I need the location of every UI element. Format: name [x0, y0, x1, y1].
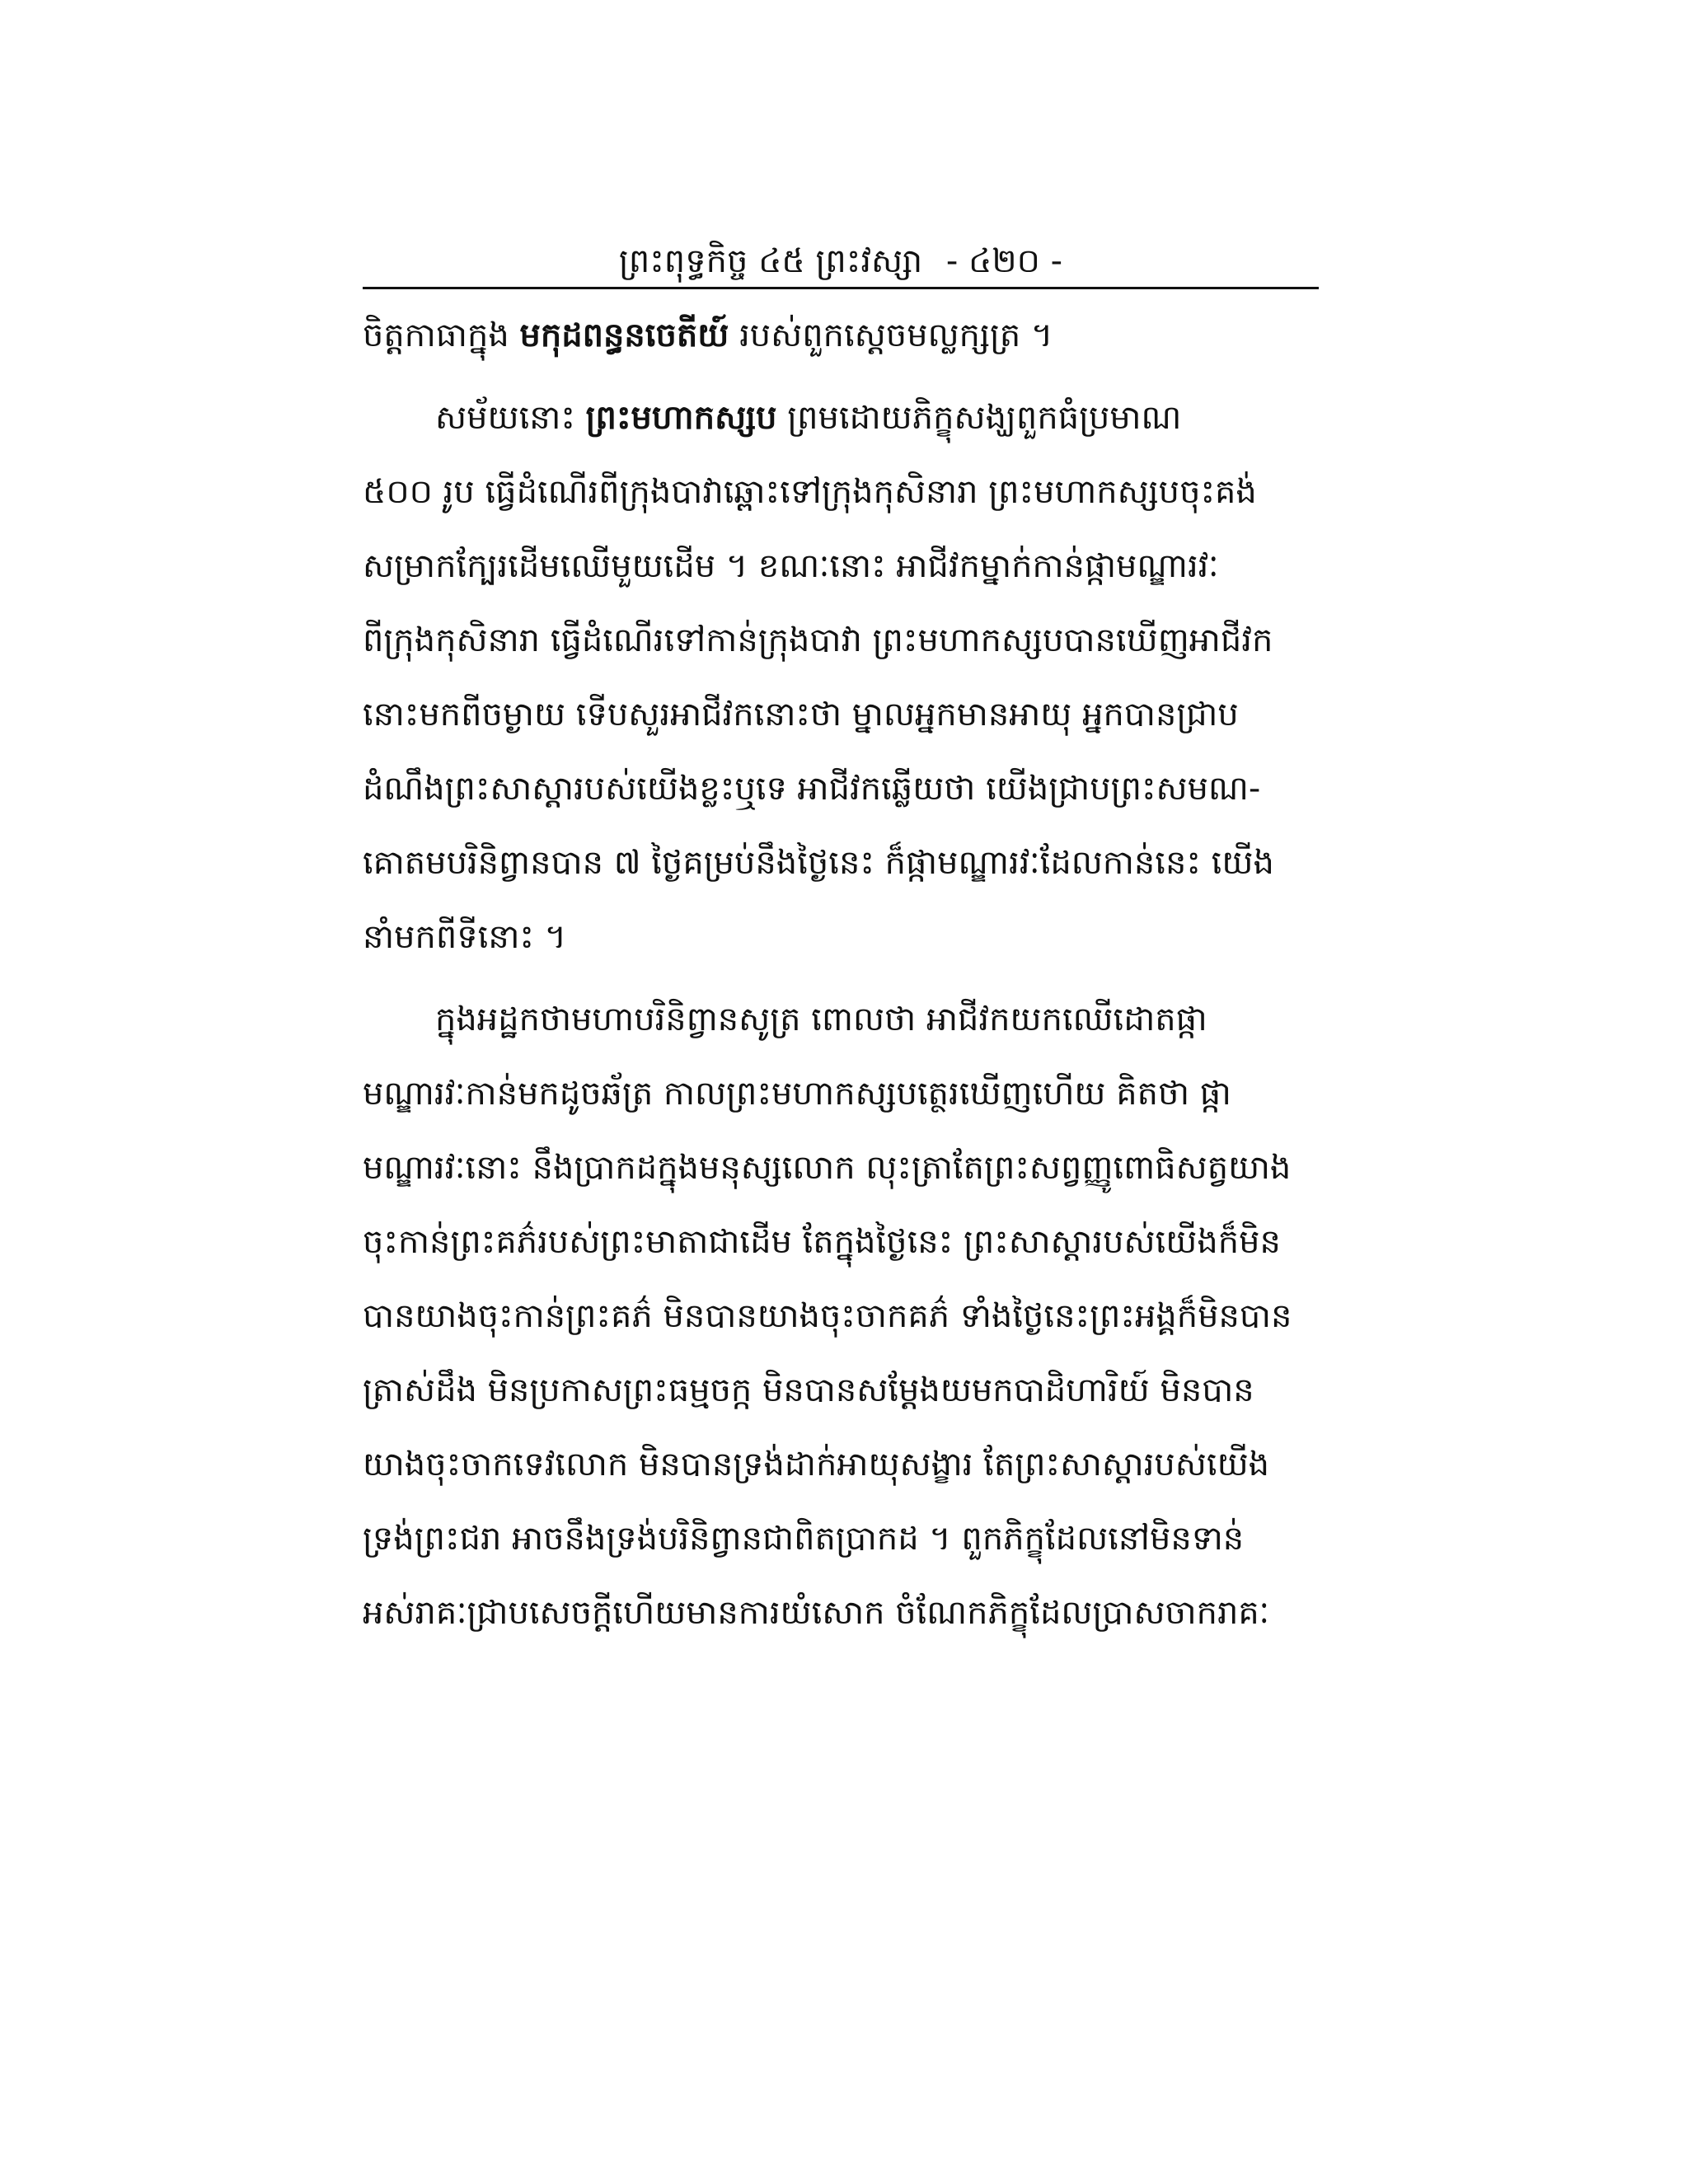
- bold-term: មកុដពន្ធនចេតីយ៍: [519, 316, 729, 354]
- text-line: បានយាងចុះកាន់ព្រះគភ៌ មិនបានយាងចុះចាកគភ៌ ទាំងថ្ងៃនេះព្រះអង្គក៏មិនបាន: [363, 1297, 1292, 1335]
- text-line: សម្រាកក្បែរដើមឈើមួយដើម ។ ខណៈនោះ អាជីវកម្នាក់កាន់ផ្កាមណ្ឌារវៈ: [363, 547, 1219, 585]
- text-line: នោះមកពីចម្ងាយ ទើបសួរអាជីវកនោះថា ម្នាលអ្នកមានអាយុ អ្នកបានជ្រាប: [363, 696, 1239, 733]
- header-rule: [363, 287, 1319, 289]
- text-line: ចិត្តកាធាក្នុង មកុដពន្ធនចេតីយ៍ របស់ពួកស្តេចមល្លក្សត្រ ។: [363, 316, 1053, 354]
- running-header: [363, 236, 1319, 287]
- text-line: សម័យនោះ ព្រះមហាកស្សប ព្រមដោយភិក្ខុសង្ឃពួកធំប្រមាណ: [435, 399, 1182, 437]
- text-line: ចុះកាន់ព្រះគភ៌របស់ព្រះមាតាជាដើម តែក្នុងថ្ងៃនេះ ព្រះសាស្តារបស់យើងក៏មិន: [363, 1223, 1281, 1261]
- text-line: មណ្ឌារវៈនោះ នឹងប្រាកដក្នុងមនុស្សលោក លុះត្រាតែព្រះសព្វញ្ញូពោធិសត្វយាង: [363, 1149, 1292, 1187]
- text-line: ក្នុងអដ្ឋកថាមហាបរិនិព្វានសូត្រ ពោលថា អាជីវកយកឈើដោតផ្កា: [435, 1001, 1207, 1038]
- text-line: មណ្ឌារវៈកាន់មកដូចឆ័ត្រ កាលព្រះមហាកស្សបត្ថេរឃើញហើយ គិតថា ផ្កា: [363, 1075, 1231, 1113]
- text-line: យាងចុះចាកទេវលោក មិនបានទ្រង់ដាក់អាយុសង្ខារ តែព្រះសាស្តារបស់យើង: [363, 1446, 1270, 1483]
- text-line: ទ្រង់ព្រះជរា អាចនឹងទ្រង់បរិនិព្វានជាពិតប្រាកដ ។ ពួកភិក្ខុដែលនៅមិនទាន់: [363, 1520, 1245, 1558]
- text-line: អស់រាគៈជ្រាបសេចក្តីហើយមានការយំសោក ចំណែកភិក្ខុដែលប្រាសចាករាគៈ: [363, 1594, 1270, 1632]
- header-title: ព្រះពុទ្ធកិច្ច ៤៥ ព្រះវស្សា: [618, 242, 923, 280]
- text-line: ពីក្រុងកុសិនារា ធ្វើដំណើរទៅកាន់ក្រុងបាវា ព្រះមហាកស្សបបានឃើញអាជីវក: [363, 621, 1273, 659]
- text-line: ត្រាស់ដឹង មិនប្រកាសព្រះធម្មចក្ក មិនបានសម្តែងយមកបាដិហារិយ៍ មិនបាន: [363, 1371, 1254, 1409]
- text-line: គោតមបរិនិព្វានបាន ៧ ថ្ងៃគម្រប់នឹងថ្ងៃនេះ ក៏ផ្កាមណ្ឌារវៈដែលកាន់នេះ យើង: [363, 844, 1274, 882]
- text-line: ៥០០ រូប ធ្វើដំណើរពីក្រុងបាវាឆ្ពោះទៅក្រុងកុសិនារា ព្រះមហាកស្សបចុះគង់: [363, 473, 1257, 511]
- page-number: - ៤២០ -: [945, 242, 1063, 280]
- text-line: ដំណឹងព្រះសាស្តារបស់យើងខ្លះឬទេ អាជីវកឆ្លើយថា យើងជ្រាបព្រះសមណ-: [363, 770, 1261, 808]
- text-line: នាំមកពីទីនោះ ។: [363, 918, 567, 956]
- bold-term: ព្រះមហាកស្សប: [585, 399, 777, 437]
